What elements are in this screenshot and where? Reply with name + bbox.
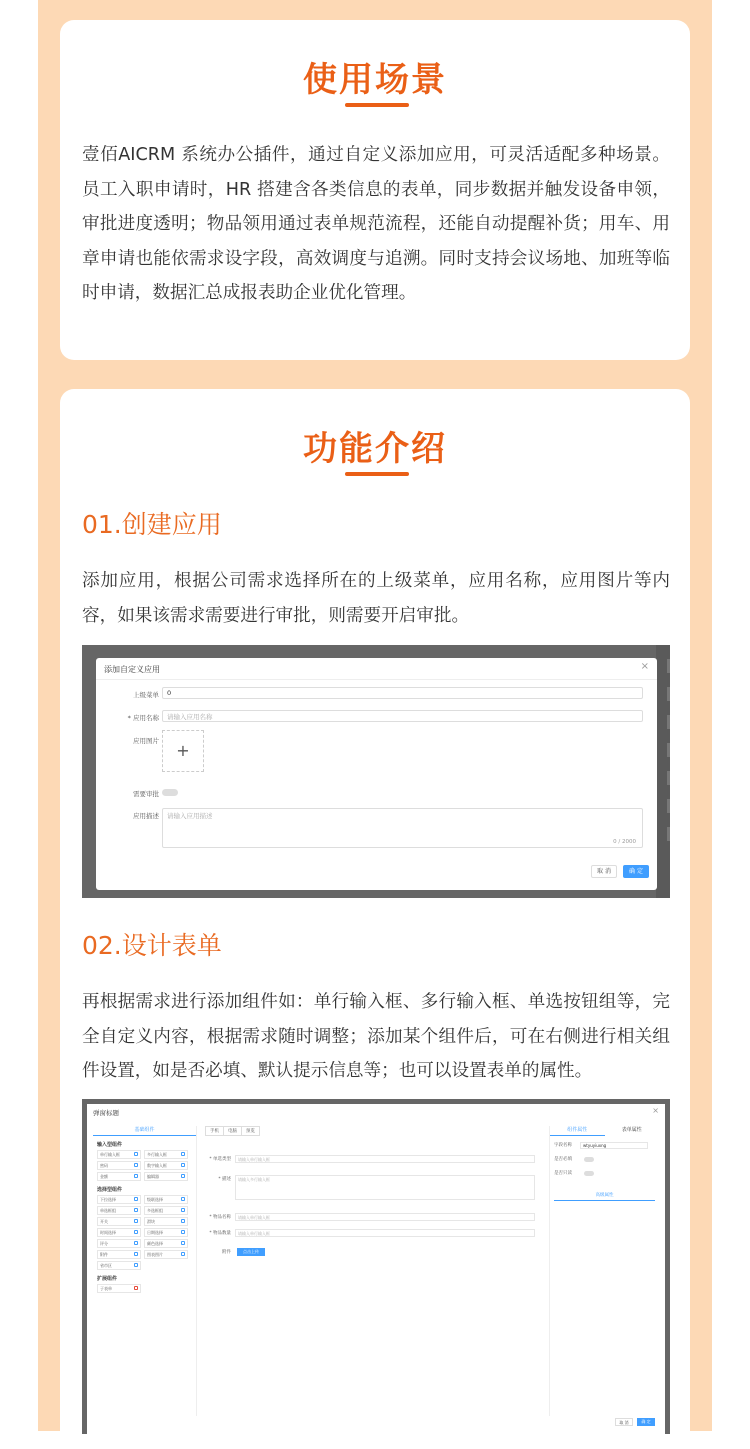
tab-form-props[interactable]: 表单属性 [621,1127,642,1133]
component-item[interactable]: 附件 [97,1250,141,1259]
component-item[interactable]: 省市区 [97,1261,141,1270]
component-icon [134,1263,138,1267]
component-item[interactable]: 单行输入框 [97,1150,141,1159]
form-field-row: * 物品名称 [209,1215,231,1220]
component-item[interactable]: 图表图片 [144,1250,188,1259]
designer-title: 弹窗标题 [93,1109,119,1117]
component-item[interactable]: 子表单 [97,1284,141,1293]
background-table-edge [656,645,670,898]
component-item[interactable]: 多选框组 [144,1206,188,1215]
desc-char-count: 0 / 2000 [613,839,636,845]
scene-text: 壹佰AICRM 系统办公插件，通过自定义添加应用，可灵活适配多种场景。员工入职申请时，HR 搭建含各类信息的表单，同步数据并触发设备申领，审批进度透明；物品领用通过表单规范流程，还能自动提醒补货；用车、用章申请也能依需求设字段，高效调度与追溯。同时支持会议场地、加班等临时申请，数据汇总成报表助企业优化管理。 [82,145,670,303]
component-icon [181,1152,185,1156]
device-preview[interactable]: 预览 [241,1126,260,1136]
group-select: 选择型组件 [97,1187,123,1193]
component-icon [134,1241,138,1245]
form-field-row: * 物品数量 [209,1231,231,1236]
component-icon [181,1174,185,1178]
step1-heading: 01.创建应用 [82,510,222,539]
approval-toggle[interactable] [162,789,178,796]
component-item[interactable]: 单选框组 [97,1206,141,1215]
tab-component-props[interactable]: 组件属性 [550,1126,605,1136]
device-mobile[interactable]: 手机 [205,1126,224,1136]
component-icon [181,1163,185,1167]
form-designer-dialog [87,1104,665,1434]
field-name-input[interactable]: wtyuyiuxng [580,1142,648,1149]
component-item[interactable]: 滑块 [144,1217,188,1226]
close-icon[interactable]: × [640,661,649,672]
component-item[interactable]: 多行输入框 [144,1150,188,1159]
upload-button[interactable]: 点击上传 [237,1248,265,1256]
step2-text: 再根据需求进行添加组件如：单行输入框、多行输入框、单选按钮组等，完全自定义内容，根据需求随时调整；添加某个组件后，可在右侧进行相关组件设置，如是否必填、默认提示信息等；也可以设置表单的属性。 [82,992,670,1081]
component-icon [181,1230,185,1234]
add-app-dialog [96,658,657,890]
scene-card [60,20,690,360]
scene-title: 使用场景 [303,60,447,100]
component-icon [134,1208,138,1212]
readonly-toggle[interactable] [584,1171,594,1176]
component-icon [181,1197,185,1201]
component-item[interactable]: 级联选择 [144,1195,188,1204]
form-designer-screenshot [82,1099,670,1434]
app-name-input[interactable]: 请输入应用名称 [162,710,643,722]
form-field-input[interactable]: 请输入单行输入框 [235,1213,535,1221]
image-upload-button[interactable]: + [162,730,204,772]
component-icon [134,1197,138,1201]
component-item[interactable]: 数字输入框 [144,1161,188,1170]
group-extension: 扩展组件 [97,1276,118,1282]
component-item[interactable]: 编辑器 [144,1172,188,1181]
scene-title-underline [345,103,409,107]
app-image-label: 应用图片 [133,737,159,745]
approval-label: 需要审批 [133,790,159,798]
component-icon [181,1252,185,1256]
component-icon [134,1286,138,1290]
component-item[interactable]: 时间选择 [97,1228,141,1237]
device-switch [205,1126,545,1136]
component-item[interactable]: 日期选择 [144,1228,188,1237]
component-item[interactable]: 颜色选择 [144,1239,188,1248]
component-icon [181,1208,185,1212]
required-toggle[interactable] [584,1157,594,1162]
component-icon [181,1219,185,1223]
desc-placeholder: 请输入应用描述 [167,812,213,820]
confirm-button[interactable]: 确 定 [623,865,649,878]
app-name-label: * 应用名称 [127,714,159,722]
close-icon[interactable]: × [652,1106,659,1115]
component-item[interactable]: 开关 [97,1217,141,1226]
form-field-row: * 描述 [218,1177,231,1182]
form-field-row: * 单选类型 [209,1157,231,1162]
component-item[interactable]: 下拉选择 [97,1195,141,1204]
form-field-input[interactable]: 请输入单行输入框 [235,1229,535,1237]
component-icon [134,1252,138,1256]
component-icon [134,1230,138,1234]
features-title: 功能介绍 [303,429,447,469]
cancel-button[interactable]: 取 消 [615,1418,633,1426]
create-app-screenshot [82,645,670,898]
cancel-button[interactable]: 取 消 [591,865,617,878]
dialog-divider [96,679,657,680]
group-input: 输入型组件 [97,1142,123,1148]
component-item[interactable]: 金额 [97,1172,141,1181]
component-icon [134,1219,138,1223]
step2-heading: 02.设计表单 [82,931,222,960]
form-field-textarea[interactable]: 请输入多行输入框 [235,1175,535,1200]
component-item[interactable]: 密码 [97,1161,141,1170]
app-desc-textarea[interactable] [162,808,643,848]
component-icon [134,1152,138,1156]
component-palette [93,1126,197,1416]
prop-required: 是否必填 [554,1156,659,1164]
page-background [38,0,712,1431]
confirm-button[interactable]: 确 定 [637,1418,655,1426]
prop-field-name: 字段名称 wtyuyiuxng [554,1142,659,1150]
property-panel [549,1126,659,1416]
dialog-title: 添加自定义应用 [104,665,160,674]
property-tabs [550,1126,659,1136]
upload-row: 附件 [222,1250,231,1255]
component-icon [181,1241,185,1245]
component-icon [134,1174,138,1178]
parent-menu-label: 上级菜单 [133,691,159,699]
tab-basic-components[interactable]: 基础组件 [93,1126,196,1136]
form-field-input[interactable]: 请输入单行输入框 [235,1155,535,1163]
prop-readonly: 是否只读 [554,1170,659,1178]
features-card [60,389,690,1449]
step1-text: 添加应用，根据公司需求选择所在的上级菜单，应用名称，应用图片等内容，如果该需求需要进行审批，则需要开启审批。 [82,571,670,626]
component-icon [134,1163,138,1167]
advanced-props-tab[interactable]: 高级属性 [554,1192,655,1201]
component-item[interactable]: 评分 [97,1239,141,1248]
device-desktop[interactable]: 电脑 [223,1126,242,1136]
form-canvas [205,1126,545,1416]
parent-menu-select[interactable]: 0 [162,687,643,699]
app-desc-label: 应用描述 [133,812,159,820]
features-title-underline [345,472,409,476]
